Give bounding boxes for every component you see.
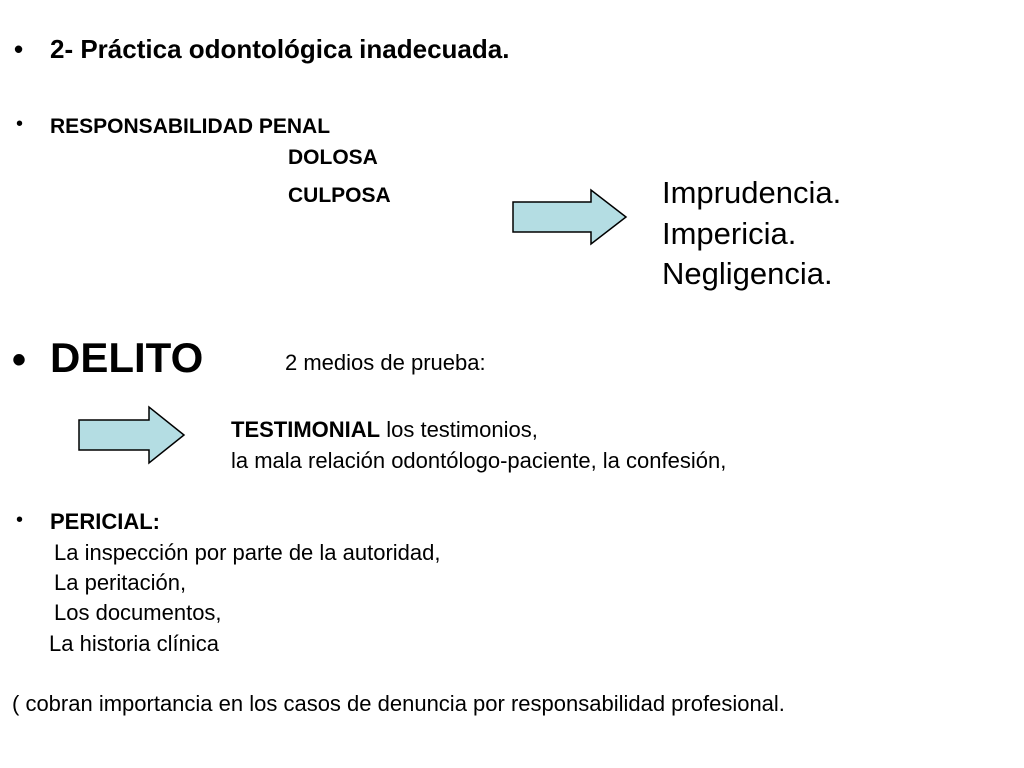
pericial-item: La peritación, <box>54 570 187 595</box>
delito-subtitle: 2 medios de prueba: <box>285 350 486 375</box>
footnote: ( cobran importancia en los casos de denuncia por responsabilidad profesional. <box>12 691 785 716</box>
culposa-type-impericia: Impericia. <box>662 216 797 251</box>
culposa-type-negligencia: Negligencia. <box>662 256 833 291</box>
culposa-type-imprudencia: Imprudencia. <box>662 175 842 210</box>
bullet: • <box>14 34 24 64</box>
responsabilidad-title: RESPONSABILIDAD PENAL <box>50 115 331 138</box>
bullet: • <box>12 338 27 382</box>
dolosa-label: DOLOSA <box>288 146 378 169</box>
pericial-item: Los documentos, <box>54 600 222 625</box>
pericial-title: PERICIAL: <box>50 509 160 534</box>
arrow-right-icon <box>511 188 629 246</box>
testimonial-line <box>231 419 538 441</box>
pericial-item: La inspección por parte de la autoridad, <box>54 540 441 565</box>
page-title: 2- Práctica odontológica inadecuada. <box>50 34 510 64</box>
pericial-item: La historia clínica <box>49 631 219 656</box>
bullet: • <box>16 113 24 135</box>
testimonial-label: TESTIMONIAL <box>231 417 381 442</box>
delito-title: DELITO <box>50 334 204 381</box>
testimonial-line-2: la mala relación odontólogo-paciente, la confesión, <box>231 448 727 473</box>
culposa-label: CULPOSA <box>288 184 391 207</box>
arrow-right-icon <box>77 405 187 465</box>
bullet: • <box>16 509 24 531</box>
testimonial-text: los testimonios, <box>380 417 538 442</box>
